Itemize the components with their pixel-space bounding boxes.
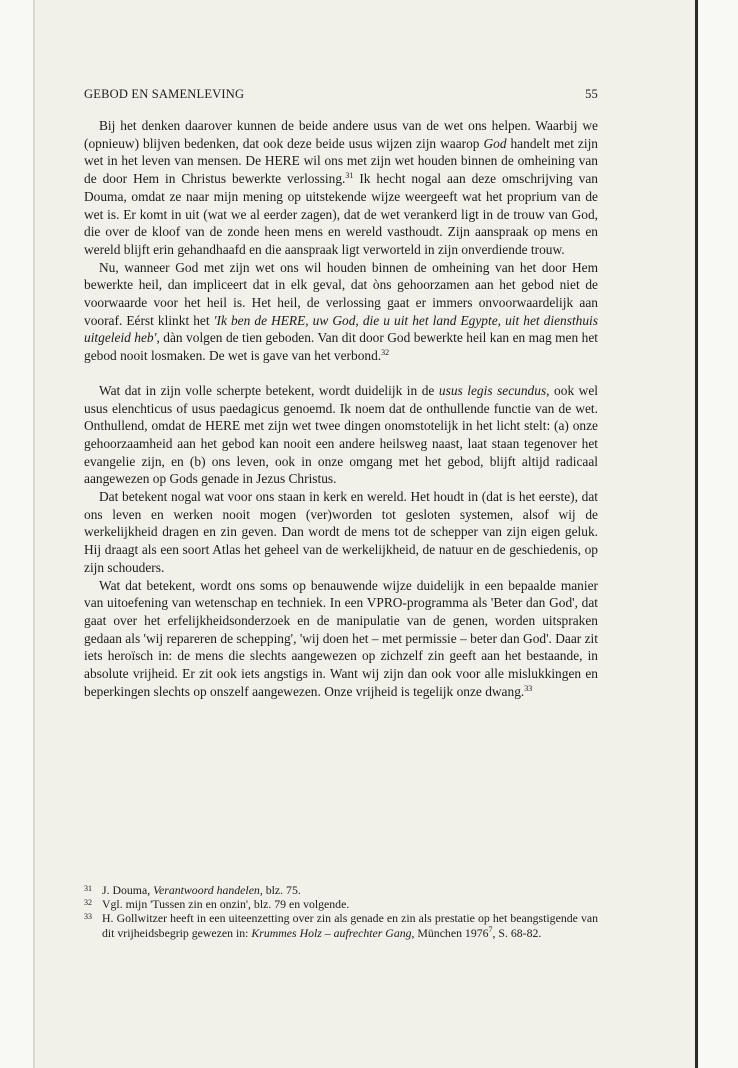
footnote-number: 31 [84, 884, 92, 893]
footnote: 31 J. Douma, Verantwoord handelen, blz. 75. [84, 883, 301, 897]
paragraph: Nu, wanneer God met zijn wet ons wil houden binnen de omheining van het door Hem bewerkte heil, dan impliceert dat in elk geval, dat òns gehoorzamen aan het gebod niet de voorwaarde voor het heil is. Het heil, de verlossing gaat er immers onvoorwaardelijk aan vooraf. Eérst klinkt het 'Ik ben de HERE, uw God, die u uit het land Egypte, uit het diensthuis uitgeleid heb', dàn volgen de tien geboden. Van dit door God bewerkte heil kan en mag men het gebod nooit losmaken. De wet is gave van het verbond.$^{32}$ [84, 259, 598, 364]
chapter-title: GEBOD EN SAMENLEVING [84, 87, 245, 101]
footnote-number: 33 [84, 912, 92, 922]
footnote: 33 H. Gollwitzer heeft in een uiteenzetting over zin als genade en zin als prestatie op het beangstigende van dit vrijheidsbegrip gewezen in: Krummes Holz – aufrechter Gang, München 1976$^7$, S. 68-82. [84, 911, 598, 940]
page-number: 55 [585, 87, 598, 101]
footnote-number: 32 [84, 898, 92, 908]
main-text [84, 117, 598, 701]
footnote: 32 Vgl. mijn 'Tussen zin en onzin', blz. 79 en volgende. [84, 897, 350, 912]
paragraph: Bij het denken daarover kunnen de beide andere usus van de wet ons helpen. Waarbij we (opnieuw) blijven bedenken, dat ook deze beide usus wijzen zijn waarop God handelt met zijn wet in het leven van mensen. De HERE wil ons met zijn wet houden binnen de omheining van de door Hem in Christus bewerkte verlossing.$^{31}$ Ik hecht nogal aan deze omschrijving van Douma, omdat ze naar mijn mening op uitstekende wijze weergeeft wat het proprium van de wet is. Er komt in uit (wat we al eerder zagen), dat de wet verankerd ligt in de trouw van God, die over de kloof van de zonde heen mens en wereld vasthoudt. Zijn aanspraak op mens en wereld blijft erin gehandhaafd en die aanspraak ligt verworteld in zijn onverdiende trouw. [84, 118, 598, 257]
footnote-ref: 33 [524, 683, 533, 693]
paragraph: Wat dat betekent, wordt ons soms op benauwende wijze duidelijk in een bepaalde manier van uitoefening van wetenschap en techniek. In een VPRO-programma als 'Beter dan God', dat gaat over het erfelijkheidsonderzoek en de manipulatie van de genen, worden uitspraken gedaan als 'wij repareren de schepping', 'wij doen het – met permissie – beter dan God'. Daar zit iets heroïsch in: de mens die slechts aangewezen op zichzelf zin geeft aan het bestaande, in absolute vrijheid. Er zit ook iets angstigs in. Want wij zijn dan ook voor alle mislukkingen en beperkingen slechts op onszelf aangewezen. Onze vrijheid is tegelijk onze dwang.$^{33}$ [84, 577, 598, 699]
footnote-ref: 31 [345, 171, 354, 181]
paragraph: Wat dat in zijn volle scherpte betekent, wordt duidelijk in de usus legis secundus, ook wel usus elenchticus of usus paedagicus genoemd. Ik noem dat de onthullende functie van de wet. Onthullend, omdat de HERE met zijn wet twee dingen onomstotelijk in het licht stelt: (a) onze gehoorzaamheid aan het gebod kan nooit een andere heilsweg naast, laat staan tegenover het evangelie zijn, en (b) ons leven, ook in onze omgang met het gebod, blijft altijd radicaal aangewezen op Gods genade in Jezus Christus. [84, 382, 598, 487]
footnote-ref: 32 [381, 348, 390, 358]
footnotes [84, 883, 598, 940]
page-edge-shadow [695, 0, 698, 1068]
paragraph: Dat betekent nogal wat voor ons staan in kerk en wereld. Het houdt in (dat is het eerste), dat ons leven en werken nooit mogen (ver)worden tot gesloten systemen, alsof wij de werkelijkheid dragen en zin geven. Dan wordt de mens tot de schepper van zijn eigen geluk. Hij draagt als een soort Atlas het geheel van de werkelijkheid, de natuur en de geschiedenis, op zijn schouders. [84, 489, 598, 575]
